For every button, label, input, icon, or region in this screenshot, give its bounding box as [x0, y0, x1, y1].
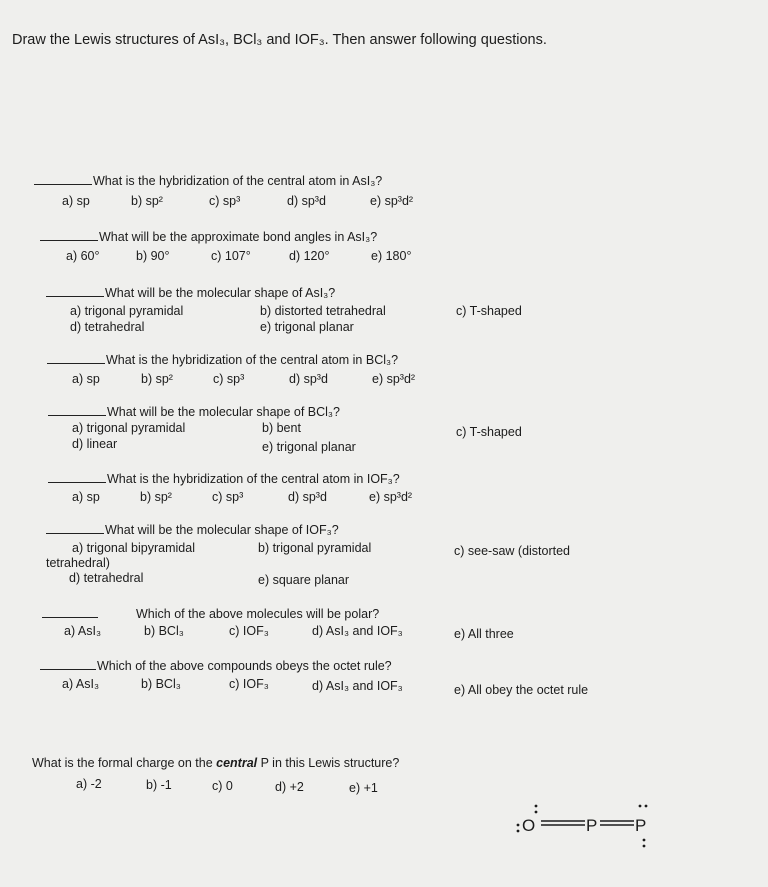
- q3-option-c[interactable]: c) T-shaped: [456, 304, 522, 318]
- q6-option-a[interactable]: a) sp: [72, 490, 100, 504]
- q9-option-b[interactable]: b) BCl₃: [141, 677, 181, 691]
- q3-option-a[interactable]: a) trigonal pyramidal: [70, 304, 184, 318]
- q3-option-e[interactable]: e) trigonal planar: [260, 320, 354, 334]
- q2-option-c[interactable]: c) 107°: [211, 249, 251, 263]
- question-7: What will be the molecular shape of IOF₃?: [46, 521, 339, 537]
- q2-option-e[interactable]: e) 180°: [371, 249, 412, 263]
- q7-option-e[interactable]: e) square planar: [258, 573, 350, 587]
- atom-phosphorus-1: P: [586, 816, 598, 835]
- atom-phosphorus-2: P: [635, 816, 647, 835]
- formal-option-c[interactable]: c) 0: [212, 779, 233, 793]
- answer-blank-6[interactable]: [48, 470, 106, 483]
- q9-option-e[interactable]: e) All obey the octet rule: [454, 683, 589, 697]
- q1-option-c[interactable]: c) sp³: [209, 194, 241, 208]
- q7-option-a[interactable]: a) trigonal bipyramidal: [72, 541, 195, 555]
- q5-option-b[interactable]: b) bent: [262, 421, 301, 435]
- q4-option-a[interactable]: a) sp: [72, 372, 100, 386]
- q5-option-c[interactable]: c) T-shaped: [456, 425, 522, 439]
- q4-option-e[interactable]: e) sp³d²: [372, 372, 416, 386]
- q7-option-b[interactable]: b) trigonal pyramidal: [258, 541, 372, 555]
- q4-option-c[interactable]: c) sp³: [213, 372, 245, 386]
- q1-option-e[interactable]: e) sp³d²: [370, 194, 414, 208]
- question-6: What is the hybridization of the central atom in IOF₃?: [48, 470, 400, 486]
- atom-oxygen: O: [522, 816, 536, 835]
- q8-option-b[interactable]: b) BCl₃: [144, 624, 184, 638]
- lewis-structure: [508, 800, 668, 850]
- q9-option-a[interactable]: a) AsI₃: [62, 677, 100, 691]
- answer-blank-3[interactable]: [46, 284, 104, 297]
- q7-option-c-cont: tetrahedral): [46, 556, 110, 570]
- answer-blank-5[interactable]: [48, 403, 106, 416]
- question-5: What will be the molecular shape of BCl₃?: [48, 403, 340, 419]
- question-3: What will be the molecular shape of AsI₃?: [46, 284, 335, 300]
- q3-option-b[interactable]: b) distorted tetrahedral: [260, 304, 386, 318]
- q2-option-b[interactable]: b) 90°: [136, 249, 170, 263]
- question-4: What is the hybridization of the central atom in BCl₃?: [47, 351, 398, 367]
- answer-blank-9[interactable]: [40, 657, 96, 670]
- q7-option-c[interactable]: c) see-saw (distorted: [454, 544, 571, 558]
- formal-option-b[interactable]: b) -1: [146, 778, 172, 792]
- answer-blank-2[interactable]: [40, 228, 98, 241]
- answer-blank-7[interactable]: [46, 521, 104, 534]
- q6-option-d[interactable]: d) sp³d: [288, 490, 327, 504]
- q2-option-a[interactable]: a) 60°: [66, 249, 100, 263]
- instructions: Draw the Lewis structures of AsI₃, BCl₃ and IOF₃. Then answer following questions.: [12, 32, 547, 48]
- answer-blank-1[interactable]: [34, 172, 92, 185]
- q6-option-e[interactable]: e) sp³d²: [369, 490, 413, 504]
- formal-charge-question: What is the formal charge on the central P in this Lewis structure?: [32, 756, 400, 770]
- q1-option-d[interactable]: d) sp³d: [287, 194, 326, 208]
- q9-option-d[interactable]: d) AsI₃ and IOF₃: [312, 679, 403, 693]
- q5-option-a[interactable]: a) trigonal pyramidal: [72, 421, 186, 435]
- q5-option-e[interactable]: e) trigonal planar: [262, 440, 356, 454]
- q6-option-c[interactable]: c) sp³: [212, 490, 244, 504]
- answer-blank-8[interactable]: [42, 605, 98, 618]
- q6-option-b[interactable]: b) sp²: [140, 490, 172, 504]
- q8-option-e[interactable]: e) All three: [454, 627, 514, 641]
- q1-option-b[interactable]: b) sp²: [131, 194, 163, 208]
- q8-option-a[interactable]: a) AsI₃: [64, 624, 102, 638]
- formal-option-e[interactable]: e) +1: [349, 781, 378, 795]
- question-8: Which of the above molecules will be polar?: [42, 605, 379, 621]
- q4-option-b[interactable]: b) sp²: [141, 372, 173, 386]
- q5-option-d[interactable]: d) linear: [72, 437, 118, 451]
- question-2: What will be the approximate bond angles in AsI₃?: [40, 228, 377, 244]
- question-1: What is the hybridization of the central atom in AsI₃?: [34, 172, 382, 188]
- lone-pair-dots: [517, 805, 648, 848]
- q2-option-d[interactable]: d) 120°: [289, 249, 330, 263]
- q3-option-d[interactable]: d) tetrahedral: [70, 320, 145, 334]
- q9-option-c[interactable]: c) IOF₃: [229, 677, 269, 691]
- q8-option-d[interactable]: d) AsI₃ and IOF₃: [312, 624, 403, 638]
- q8-option-c[interactable]: c) IOF₃: [229, 624, 269, 638]
- question-9: Which of the above compounds obeys the octet rule?: [40, 657, 392, 673]
- q4-option-d[interactable]: d) sp³d: [289, 372, 328, 386]
- answer-blank-4[interactable]: [47, 351, 105, 364]
- formal-option-a[interactable]: a) -2: [76, 777, 102, 791]
- formal-option-d[interactable]: d) +2: [275, 780, 304, 794]
- q1-option-a[interactable]: a) sp: [62, 194, 90, 208]
- q7-option-d[interactable]: d) tetrahedral: [69, 571, 144, 585]
